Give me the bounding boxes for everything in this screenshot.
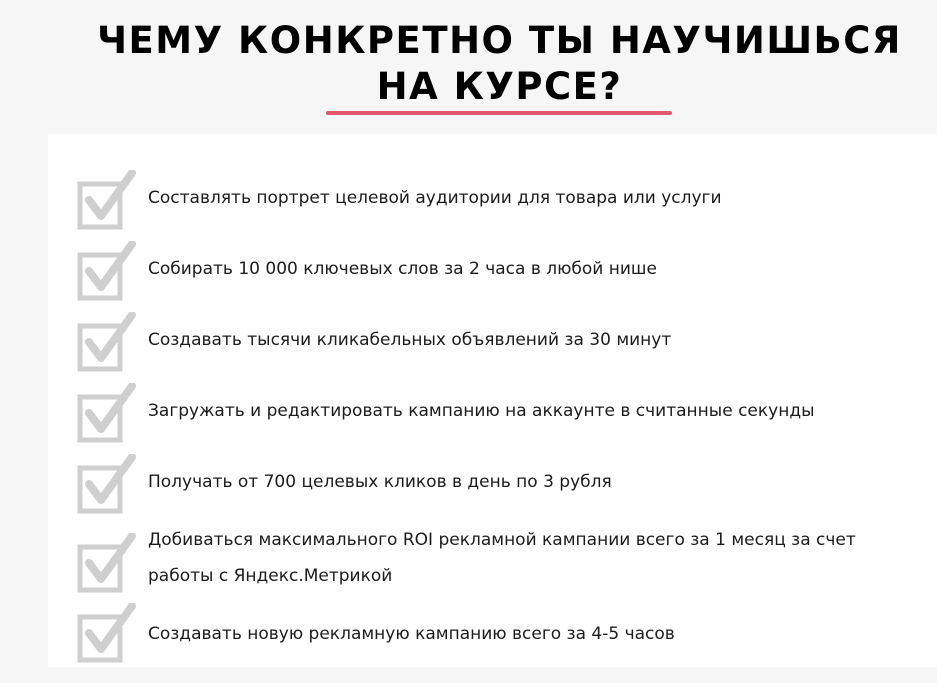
- checkbox-check-icon: [77, 454, 137, 516]
- list-item-text: Получать от 700 целевых кликов в день по 3 рубля: [148, 472, 612, 492]
- list-item-text: Добиваться максимального ROI рекламной кампании всего за 1 месяц за счет работы с Яндекс.Метрикой: [148, 530, 856, 586]
- checkbox-check-icon: [77, 170, 137, 232]
- checkbox-check-icon: [77, 603, 137, 665]
- checkbox-check-icon: [77, 383, 137, 445]
- checkbox-check-icon: [77, 241, 137, 303]
- skills-list: [48, 134, 937, 667]
- list-item-text: Создавать новую рекламную кампанию всего за 4-5 часов: [148, 624, 675, 644]
- checkbox-check-icon: [77, 312, 137, 374]
- list-item: [48, 603, 937, 683]
- list-item-text: Составлять портрет целевой аудитории для товара или услуги: [148, 188, 722, 208]
- list-item-text: Собирать 10 000 ключевых слов за 2 часа в любой нише: [148, 259, 657, 279]
- list-item: [48, 383, 937, 463]
- list-item: [48, 170, 937, 250]
- list-item: [48, 241, 937, 321]
- title-underline: [326, 111, 672, 115]
- checkbox-check-icon: [77, 533, 137, 595]
- list-item-text: Создавать тысячи кликабельных объявлений за 30 минут: [148, 330, 672, 350]
- section-title: ЧЕМУ КОНКРЕТНО ТЫ НАУЧИШЬСЯ НА КУРСЕ?: [97, 19, 902, 108]
- list-item-text: Загружать и редактировать кампанию на аккаунте в считанные секунды: [148, 401, 815, 421]
- list-item: [48, 312, 937, 392]
